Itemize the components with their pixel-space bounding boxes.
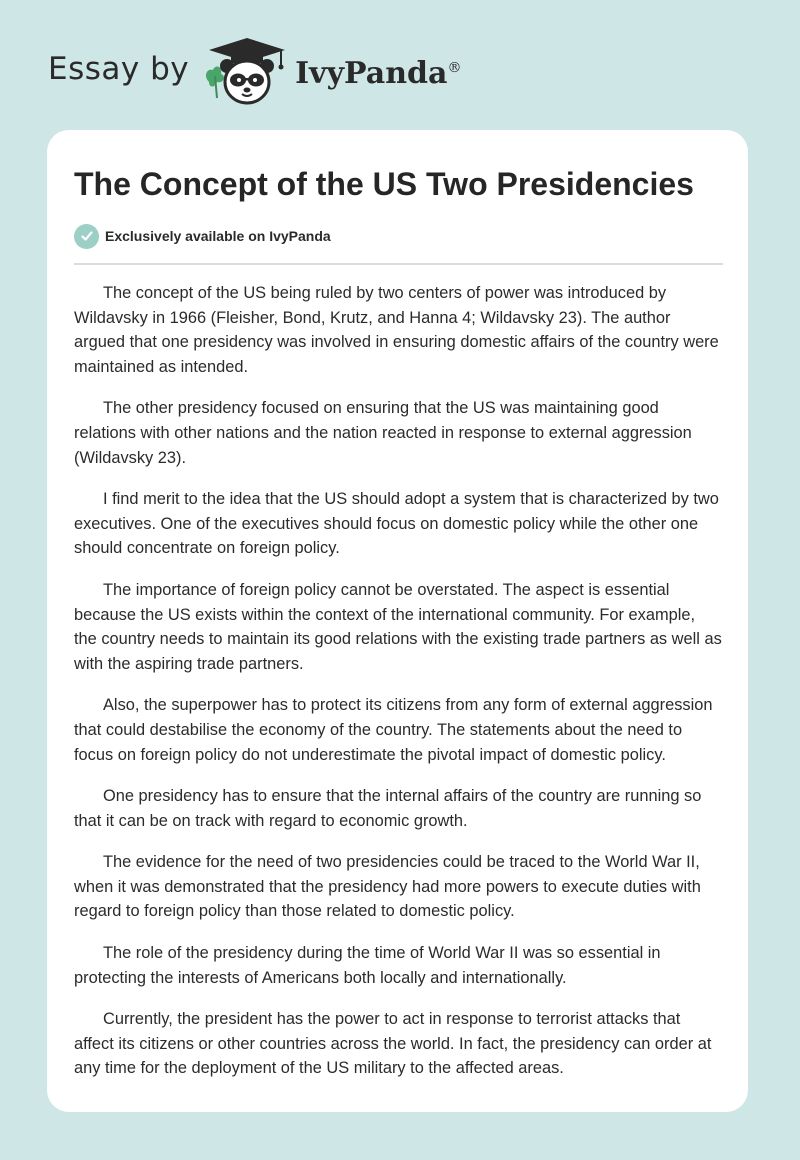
check-circle-icon	[74, 224, 99, 249]
paragraph: The other presidency focused on ensuring that the US was maintaining good relations with other nations and the nation reacted in response to external aggression (Wildavsky 23).	[74, 399, 692, 467]
paragraph: Also, the superpower has to protect its citizens from any form of external aggression that could destabilise the economy of the country. The statements about the need to focus on foreign policy do not underestimate the pivotal impact of domestic policy.	[74, 696, 713, 764]
brand-prefix: Essay by	[48, 51, 190, 87]
brand-name-text: IvyPanda	[295, 55, 448, 91]
paragraph: The concept of the US being ruled by two centers of power was introduced by Wildavsky in 1966 (Fleisher, Bond, Krutz, and Hanna 4; Wildavsky 23). The author argued that one presidency was involved in ensuring domestic affairs of the country were maintained as intended.	[74, 284, 719, 376]
essay-card	[47, 130, 748, 1112]
page-title: The Concept of the US Two Presidencies	[74, 166, 694, 202]
badge-label: Exclusively available on IvyPanda	[105, 228, 331, 244]
paragraph: The importance of foreign policy cannot be overstated. The aspect is essential because the US exists within the context of the international community. For example, the country needs to maintain its good relations with the existing trade partners as well as with the aspiring trade partners.	[74, 580, 722, 673]
panda-graduate-icon	[201, 36, 293, 108]
paragraph: I find merit to the idea that the US should adopt a system that is characterized by two executives. One of the executives should focus on domestic policy while the other one should concentrate on foreign policy.	[74, 490, 719, 558]
paragraph: The evidence for the need of two presidencies could be traced to the World War II, when it was demonstrated that the presidency had more powers to execute duties with regard to foreign policy than those related to domestic policy.	[74, 853, 701, 921]
divider	[74, 263, 723, 265]
registered-mark: ®	[447, 59, 462, 76]
paragraph: One presidency has to ensure that the internal affairs of the country are running so that it can be on track with regard to economic growth.	[74, 787, 702, 830]
exclusive-badge	[74, 223, 722, 249]
ivy-leaf-icon	[206, 67, 224, 98]
paragraph: The role of the presidency during the time of World War II was so essential in protecting the interests of Americans both locally and internationally.	[74, 944, 661, 987]
brand-name	[295, 56, 461, 91]
paragraph: Currently, the president has the power to act in response to terrorist attacks that affect its citizens or other countries across the world. In fact, the presidency can order at any time for the deployment of the US military to the affected areas.	[74, 1010, 712, 1078]
essay-body	[74, 281, 722, 1081]
brand-header[interactable]	[48, 36, 461, 108]
